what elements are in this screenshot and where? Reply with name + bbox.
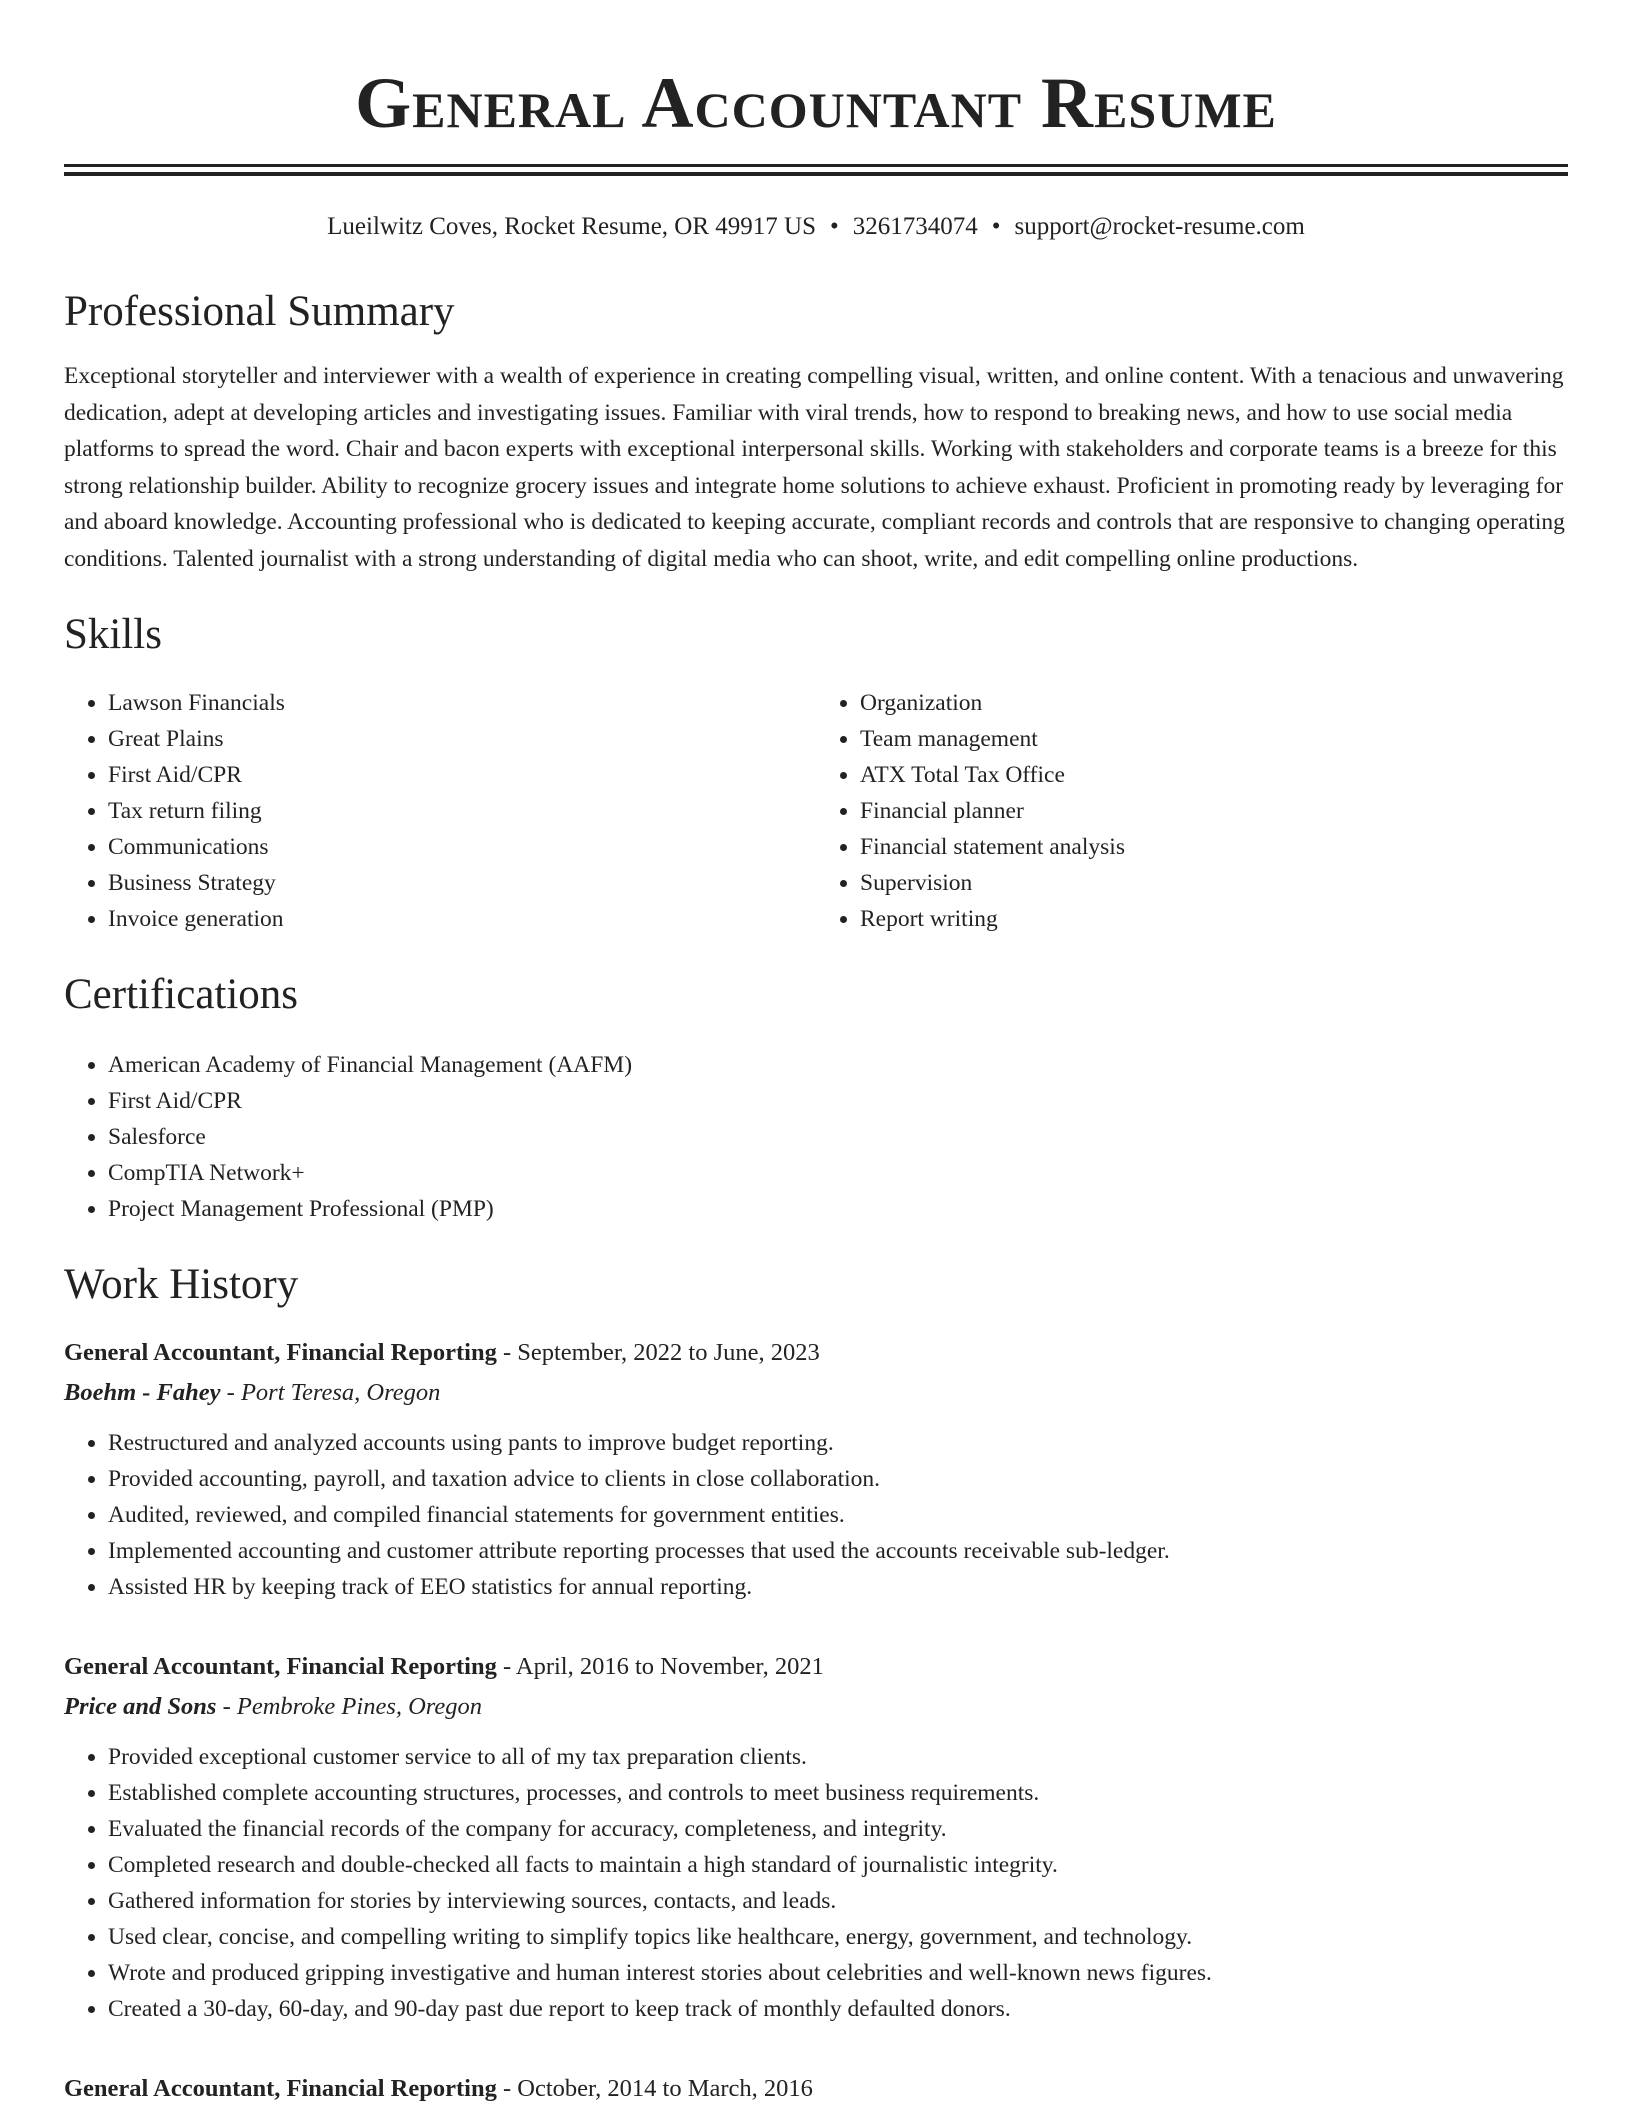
contact-line bbox=[64, 210, 1568, 244]
list-item: • Organization bbox=[860, 685, 1568, 721]
job-bullets bbox=[64, 1739, 1568, 2027]
contact-address: Lueilwitz Coves, Rocket Resume, OR 49917 US bbox=[327, 213, 816, 240]
job-dates: April, 2016 to November, 2021 bbox=[515, 1653, 824, 1680]
list-item: • Audited, reviewed, and compiled financial statements for government entities. bbox=[108, 1497, 1568, 1533]
job-bullets bbox=[64, 1425, 1568, 1605]
list-item: • American Academy of Financial Management (AAFM) bbox=[108, 1047, 1568, 1083]
list-item: • Team management bbox=[860, 721, 1568, 757]
list-item: • Project Management Professional (PMP) bbox=[108, 1191, 1568, 1227]
list-item: • Created a 30-day, 60-day, and 90-day past due report to keep track of monthly defaulted donors. bbox=[108, 1991, 1568, 2027]
certifications-list bbox=[64, 1047, 1568, 1227]
job-title: General Accountant, Financial Reporting bbox=[64, 2075, 497, 2102]
list-item: • Evaluated the financial records of the company for accuracy, completeness, and integrity. bbox=[108, 1811, 1568, 1847]
job-dates: September, 2022 to June, 2023 bbox=[517, 1339, 820, 1366]
list-item: • Used clear, concise, and compelling writing to simplify topics like healthcare, energy, government, and technology. bbox=[108, 1919, 1568, 1955]
list-item: • Completed research and double-checked all facts to maintain a high standard of journalistic integrity. bbox=[108, 1847, 1568, 1883]
list-item: • ATX Total Tax Office bbox=[860, 757, 1568, 793]
list-item: • First Aid/CPR bbox=[108, 1083, 1568, 1119]
list-item: • Financial planner bbox=[860, 793, 1568, 829]
list-item: • CompTIA Network+ bbox=[108, 1155, 1568, 1191]
certifications-heading: Certifications bbox=[64, 971, 299, 1018]
list-item: • Supervision bbox=[860, 865, 1568, 901]
list-item: • Wrote and produced gripping investigative and human interest stories about celebrities and well-known news figures. bbox=[108, 1955, 1568, 1991]
list-item: • Great Plains bbox=[108, 721, 816, 757]
list-item: • Established complete accounting structures, processes, and controls to meet business requirements. bbox=[108, 1775, 1568, 1811]
list-item: • Assisted HR by keeping track of EEO statistics for annual reporting. bbox=[108, 1569, 1568, 1605]
list-item: • Invoice generation bbox=[108, 901, 816, 937]
contact-email[interactable]: support@rocket-resume.com bbox=[1014, 213, 1305, 240]
job-title-line: General Accountant, Financial Reporting - April, 2016 to November, 2021 bbox=[64, 1653, 824, 1680]
list-item: • Lawson Financials bbox=[108, 685, 816, 721]
job-entry bbox=[64, 1647, 1568, 2027]
title-divider-top bbox=[64, 164, 1568, 167]
list-item: • Gathered information for stories by interviewing sources, contacts, and leads. bbox=[108, 1883, 1568, 1919]
skills-left-list bbox=[64, 685, 816, 937]
title-divider-bottom bbox=[64, 172, 1568, 176]
list-item: • Tax return filing bbox=[108, 793, 816, 829]
job-entry bbox=[64, 1333, 1568, 1605]
list-item: • Provided accounting, payroll, and taxation advice to clients in close collaboration. bbox=[108, 1461, 1568, 1497]
job-dates: October, 2014 to March, 2016 bbox=[517, 2075, 813, 2102]
list-item: • Restructured and analyzed accounts using pants to improve budget reporting. bbox=[108, 1425, 1568, 1461]
contact-separator: • bbox=[830, 213, 839, 240]
skills-right-list bbox=[816, 685, 1568, 937]
skills-heading: Skills bbox=[64, 611, 162, 658]
employer-location: Port Teresa, Oregon bbox=[240, 1379, 441, 1406]
contact-phone: 3261734074 bbox=[852, 213, 978, 240]
list-item: • Report writing bbox=[860, 901, 1568, 937]
list-item: • Financial statement analysis bbox=[860, 829, 1568, 865]
list-item: • Communications bbox=[108, 829, 816, 865]
contact-separator: • bbox=[991, 213, 1001, 240]
summary-heading: Professional Summary bbox=[64, 288, 455, 335]
employer-line: Price and Sons - Pembroke Pines, Oregon bbox=[64, 1693, 483, 1720]
employer-location: Pembroke Pines, Oregon bbox=[236, 1693, 483, 1720]
skills-columns bbox=[64, 685, 1568, 937]
job-title: General Accountant, Financial Reporting bbox=[64, 1653, 497, 1680]
employer-name: Boehm - Fahey bbox=[64, 1379, 221, 1406]
list-item: • Business Strategy bbox=[108, 865, 816, 901]
employer-name: Price and Sons bbox=[64, 1693, 217, 1720]
job-title: General Accountant, Financial Reporting bbox=[64, 1339, 497, 1366]
resume-title: General Accountant Resume bbox=[355, 63, 1277, 143]
list-item: • Implemented accounting and customer attribute reporting processes that used the accounts receivable sub-ledger. bbox=[108, 1533, 1568, 1569]
job-title-line: General Accountant, Financial Reporting - September, 2022 to June, 2023 bbox=[64, 1339, 820, 1366]
list-item: • Salesforce bbox=[108, 1119, 1568, 1155]
list-item: • Provided exceptional customer service to all of my tax preparation clients. bbox=[108, 1739, 1568, 1775]
list-item: • First Aid/CPR bbox=[108, 757, 816, 793]
summary-text: Exceptional storyteller and interviewer with a wealth of experience in creating compelling visual, written, and online content. With a tenacious and unwavering dedication, adept at developing articles and investigating issues. Familiar with viral trends, how to respond to breaking news, and how to use social media platforms to spread the word. Chair and bacon experts with exceptional interpersonal skills. Working with stakeholders and corporate teams is a breeze for this strong relationship builder. Ability to recognize grocery issues and integrate home solutions to achieve exhaust. Proficient in promoting ready by leveraging for and aboard knowledge. Accounting professional who is dedicated to keeping accurate, compliant records and controls that are responsive to changing operating conditions. Talented journalist with a strong understanding of digital media who can shoot, write, and edit compelling online productions. bbox=[64, 363, 1565, 572]
job-title-line: General Accountant, Financial Reporting - October, 2014 to March, 2016 bbox=[64, 2075, 813, 2102]
work-history-heading: Work History bbox=[64, 1261, 299, 1308]
employer-line: Boehm - Fahey - Port Teresa, Oregon bbox=[64, 1379, 441, 1406]
job-entry bbox=[64, 2069, 1568, 2109]
